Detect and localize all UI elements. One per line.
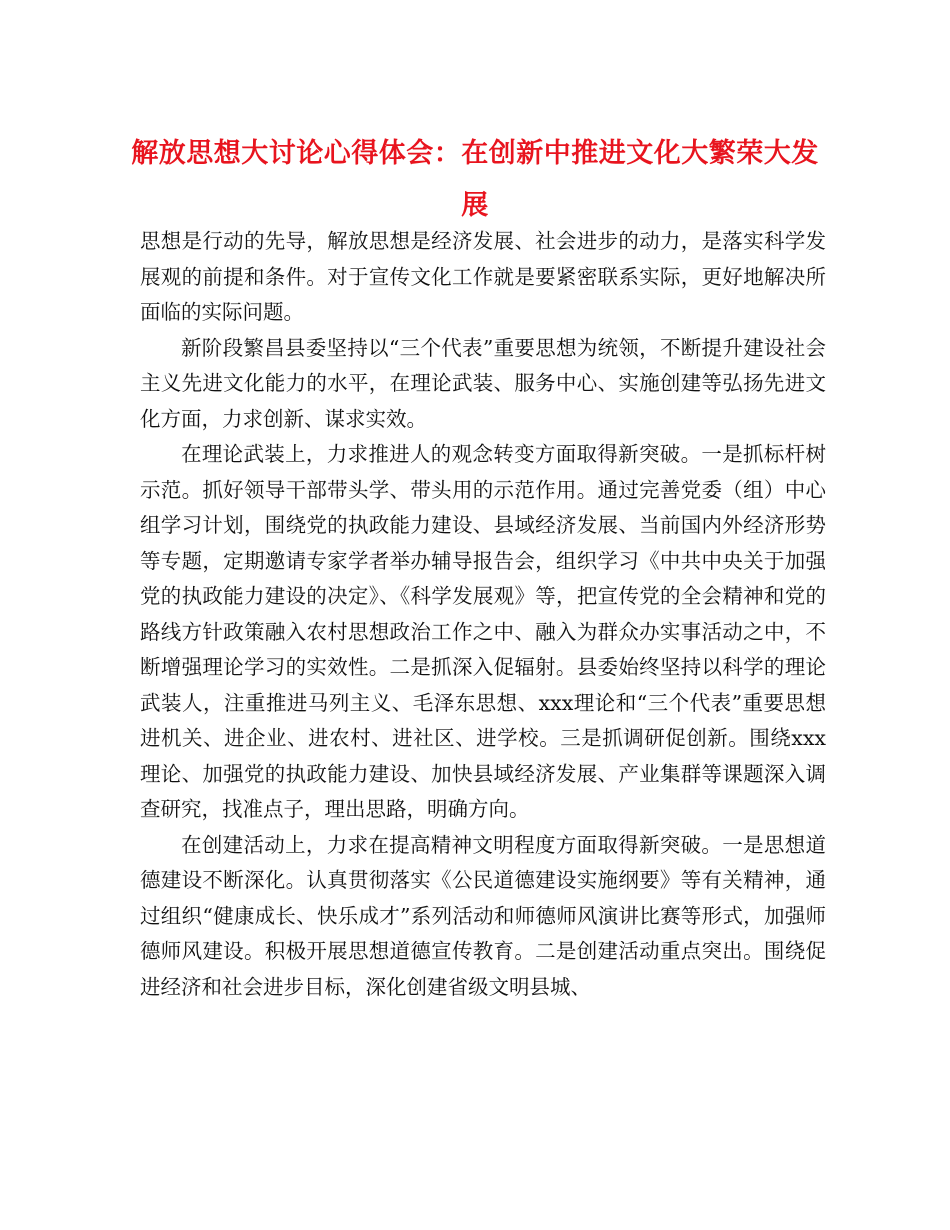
document-body xyxy=(140,224,826,1005)
paragraph-intro: 思想是行动的先导，解放思想是经济发展、社会进步的动力，是落实科学发展观的前提和条件。对于宣传文化工作就是要紧密联系实际，更好地解决所面临的实际问题。 xyxy=(140,229,826,324)
paragraph-theory: 在理论武装上，力求推进人的观念转变方面取得新突破。一是抓标杆树示范。抓好领导干部带头学、带头用的示范作用。通过完善党委（组）中心组学习计划，围绕党的执政能力建设、县域经济发展、当前国内外经济形势等专题，定期邀请专家学者举办辅导报告会，组织学习《中共中央关于加强党的执政能力建设的决定》、《科学发展观》等，把宣传党的全会精神和党的路线方针政策融入农村思想政治工作之中、融入为群众办实事活动之中，不断增强理论学习的实效性。二是抓深入促辐射。县委始终坚持以科学的理论武装人，注重推进马列主义、毛泽东思想、xxx理论和“三个代表”重要思想进机关、进企业、进农村、进社区、进学校。三是抓调研促创新。围绕xxx理论、加强党的执政能力建设、加快县域经济发展、产业集群等课题深入调查研究，找准点子，理出思路，明确方向。 xyxy=(140,442,826,821)
paragraph-creation-activities: 在创建活动上，力求在提高精神文明程度方面取得新突破。一是思想道德建设不断深化。认真贯彻落实《公民道德建设实施纲要》等有关精神，通过组织“健康成长、快乐成才”系列活动和师德师风演讲比赛等形式，加强师德师风建设。积极开展思想道德宣传教育。二是创建活动重点突出。围绕促进经济和社会进步目标，深化创建省级文明县城、 xyxy=(140,832,826,999)
document-title: 解放思想大讨论心得体会：在创新中推进文化大繁荣大发展 xyxy=(131,138,819,221)
paragraph-county-committee: 新阶段繁昌县委坚持以“三个代表”重要思想为统领，不断提升建设社会主义先进文化能力的水平，在理论武装、服务中心、实施创建等弘扬先进文化方面，力求创新、谋求实效。 xyxy=(140,335,826,431)
